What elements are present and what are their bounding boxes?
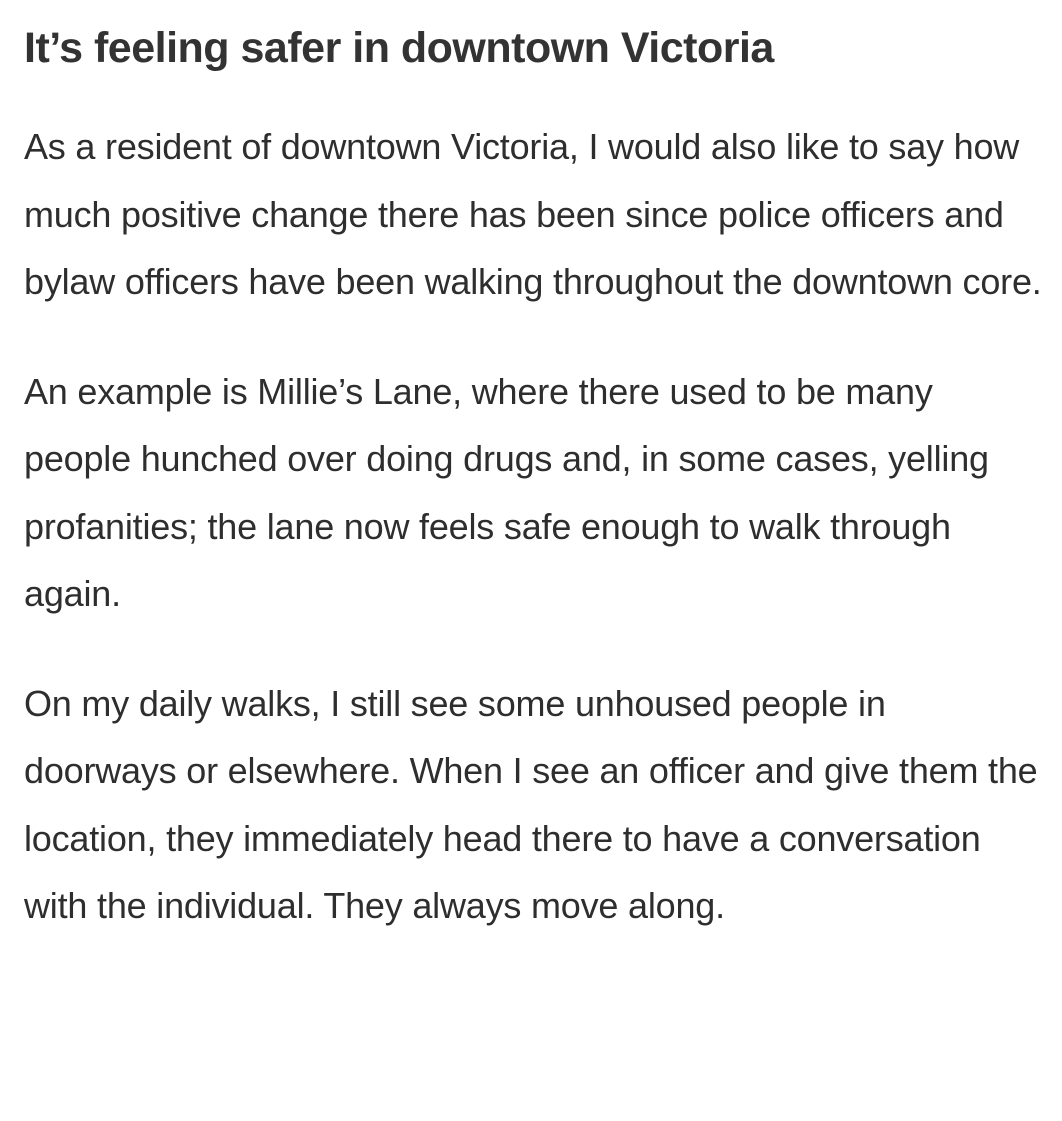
article-paragraph-1: As a resident of downtown Victoria, I would also like to say how much positive change there has been since police officers and bylaw officers have been walking throughout the downtown core. (24, 126, 1042, 302)
article-paragraph-3: On my daily walks, I still see some unhoused people in doorways or elsewhere. When I see an officer and give them the location, they immediately head there to have a conversation with the individual. They always move along. (24, 682, 1038, 926)
article-paragraph-2: An example is Millie’s Lane, where there used to be many people hunched over doing drugs and, in some cases, yelling profanities; the lane now feels safe enough to walk through again. (24, 370, 989, 614)
article-headline: It’s feeling safer in downtown Victoria (24, 24, 774, 72)
article-body (24, 0, 1044, 940)
